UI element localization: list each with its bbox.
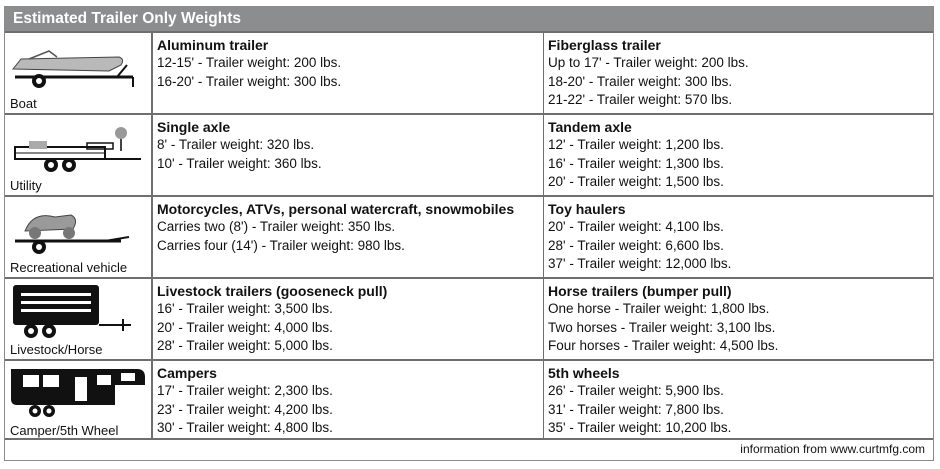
- weight-line: 26' - Trailer weight: 5,900 lbs.: [548, 383, 724, 399]
- weight-line: 20' - Trailer weight: 4,100 lbs.: [548, 219, 724, 235]
- icon-cell: [5, 279, 153, 359]
- table-row-livestock: [5, 277, 933, 359]
- camper-trailer-icon: [9, 365, 149, 425]
- weight-line: Carries two (8') - Trailer weight: 350 lbs.: [157, 219, 396, 235]
- weight-line: 28' - Trailer weight: 5,000 lbs.: [157, 338, 333, 354]
- weight-line: 35' - Trailer weight: 10,200 lbs.: [548, 420, 732, 436]
- right-category: [544, 33, 933, 113]
- row-label: Camper/5th Wheel: [10, 423, 119, 438]
- left-category: [153, 279, 544, 359]
- weight-line: 20' - Trailer weight: 4,000 lbs.: [157, 319, 333, 335]
- table-title: Estimated Trailer Only Weights: [5, 7, 933, 31]
- category-title: Campers: [157, 365, 217, 381]
- row-label: Recreational vehicle: [10, 260, 128, 275]
- row-label: Livestock/Horse: [10, 342, 103, 357]
- recreational-trailer-icon: [9, 201, 149, 261]
- left-category: [153, 361, 544, 440]
- weights-table: [4, 6, 934, 461]
- weight-line: 37' - Trailer weight: 12,000 lbs.: [548, 256, 732, 272]
- weight-line: 16-20' - Trailer weight: 300 lbs.: [157, 73, 342, 89]
- left-category: [153, 115, 544, 195]
- icon-cell: [5, 33, 153, 113]
- category-title: Livestock trailers (gooseneck pull): [157, 283, 388, 299]
- icon-cell: [5, 197, 153, 277]
- left-category: [153, 197, 544, 277]
- source-note: information from www.curtmfg.com: [740, 442, 925, 456]
- weight-line: 23' - Trailer weight: 4,200 lbs.: [157, 401, 333, 417]
- table-row-boat: [5, 31, 933, 113]
- weight-line: One horse - Trailer weight: 1,800 lbs.: [548, 301, 770, 317]
- weight-line: Up to 17' - Trailer weight: 200 lbs.: [548, 55, 749, 71]
- weight-line: 17' - Trailer weight: 2,300 lbs.: [157, 383, 333, 399]
- boat-trailer-icon: [9, 37, 149, 97]
- icon-cell: [5, 115, 153, 195]
- row-label: Boat: [10, 96, 37, 111]
- left-category: [153, 33, 544, 113]
- category-title: 5th wheels: [548, 365, 620, 381]
- weight-line: 18-20' - Trailer weight: 300 lbs.: [548, 73, 733, 89]
- weight-line: Two horses - Trailer weight: 3,100 lbs.: [548, 319, 776, 335]
- category-title: Aluminum trailer: [157, 37, 269, 53]
- weight-line: 10' - Trailer weight: 360 lbs.: [157, 155, 322, 171]
- weight-line: 31' - Trailer weight: 7,800 lbs.: [548, 401, 724, 417]
- row-label: Utility: [10, 178, 42, 193]
- weight-line: 30' - Trailer weight: 4,800 lbs.: [157, 420, 333, 436]
- right-category: [544, 197, 933, 277]
- weight-line: 28' - Trailer weight: 6,600 lbs.: [548, 237, 724, 253]
- table-row-utility: [5, 113, 933, 195]
- category-title: Fiberglass trailer: [548, 37, 661, 53]
- weight-line: 16' - Trailer weight: 1,300 lbs.: [548, 155, 724, 171]
- category-title: Single axle: [157, 119, 231, 135]
- category-title: Horse trailers (bumper pull): [548, 283, 732, 299]
- category-title: Toy haulers: [548, 201, 626, 217]
- icon-cell: [5, 361, 153, 440]
- right-category: [544, 279, 933, 359]
- weight-line: 21-22' - Trailer weight: 570 lbs.: [548, 92, 733, 108]
- table-row-recreational: [5, 195, 933, 277]
- livestock-trailer-icon: [9, 283, 149, 343]
- right-category: [544, 115, 933, 195]
- category-title: Motorcycles, ATVs, personal watercraft, snowmobiles: [157, 201, 515, 217]
- table-row-camper: [5, 359, 933, 440]
- weight-line: 16' - Trailer weight: 3,500 lbs.: [157, 301, 333, 317]
- table-footer: [5, 438, 933, 460]
- weight-line: Carries four (14') - Trailer weight: 980 lbs.: [157, 237, 405, 253]
- category-title: Tandem axle: [548, 119, 632, 135]
- weight-line: 20' - Trailer weight: 1,500 lbs.: [548, 174, 724, 190]
- weight-line: 8' - Trailer weight: 320 lbs.: [157, 137, 315, 153]
- utility-trailer-icon: [9, 119, 149, 179]
- weight-line: 12-15' - Trailer weight: 200 lbs.: [157, 55, 342, 71]
- weight-line: 12' - Trailer weight: 1,200 lbs.: [548, 137, 724, 153]
- right-category: [544, 361, 933, 440]
- weight-line: Four horses - Trailer weight: 4,500 lbs.: [548, 338, 779, 354]
